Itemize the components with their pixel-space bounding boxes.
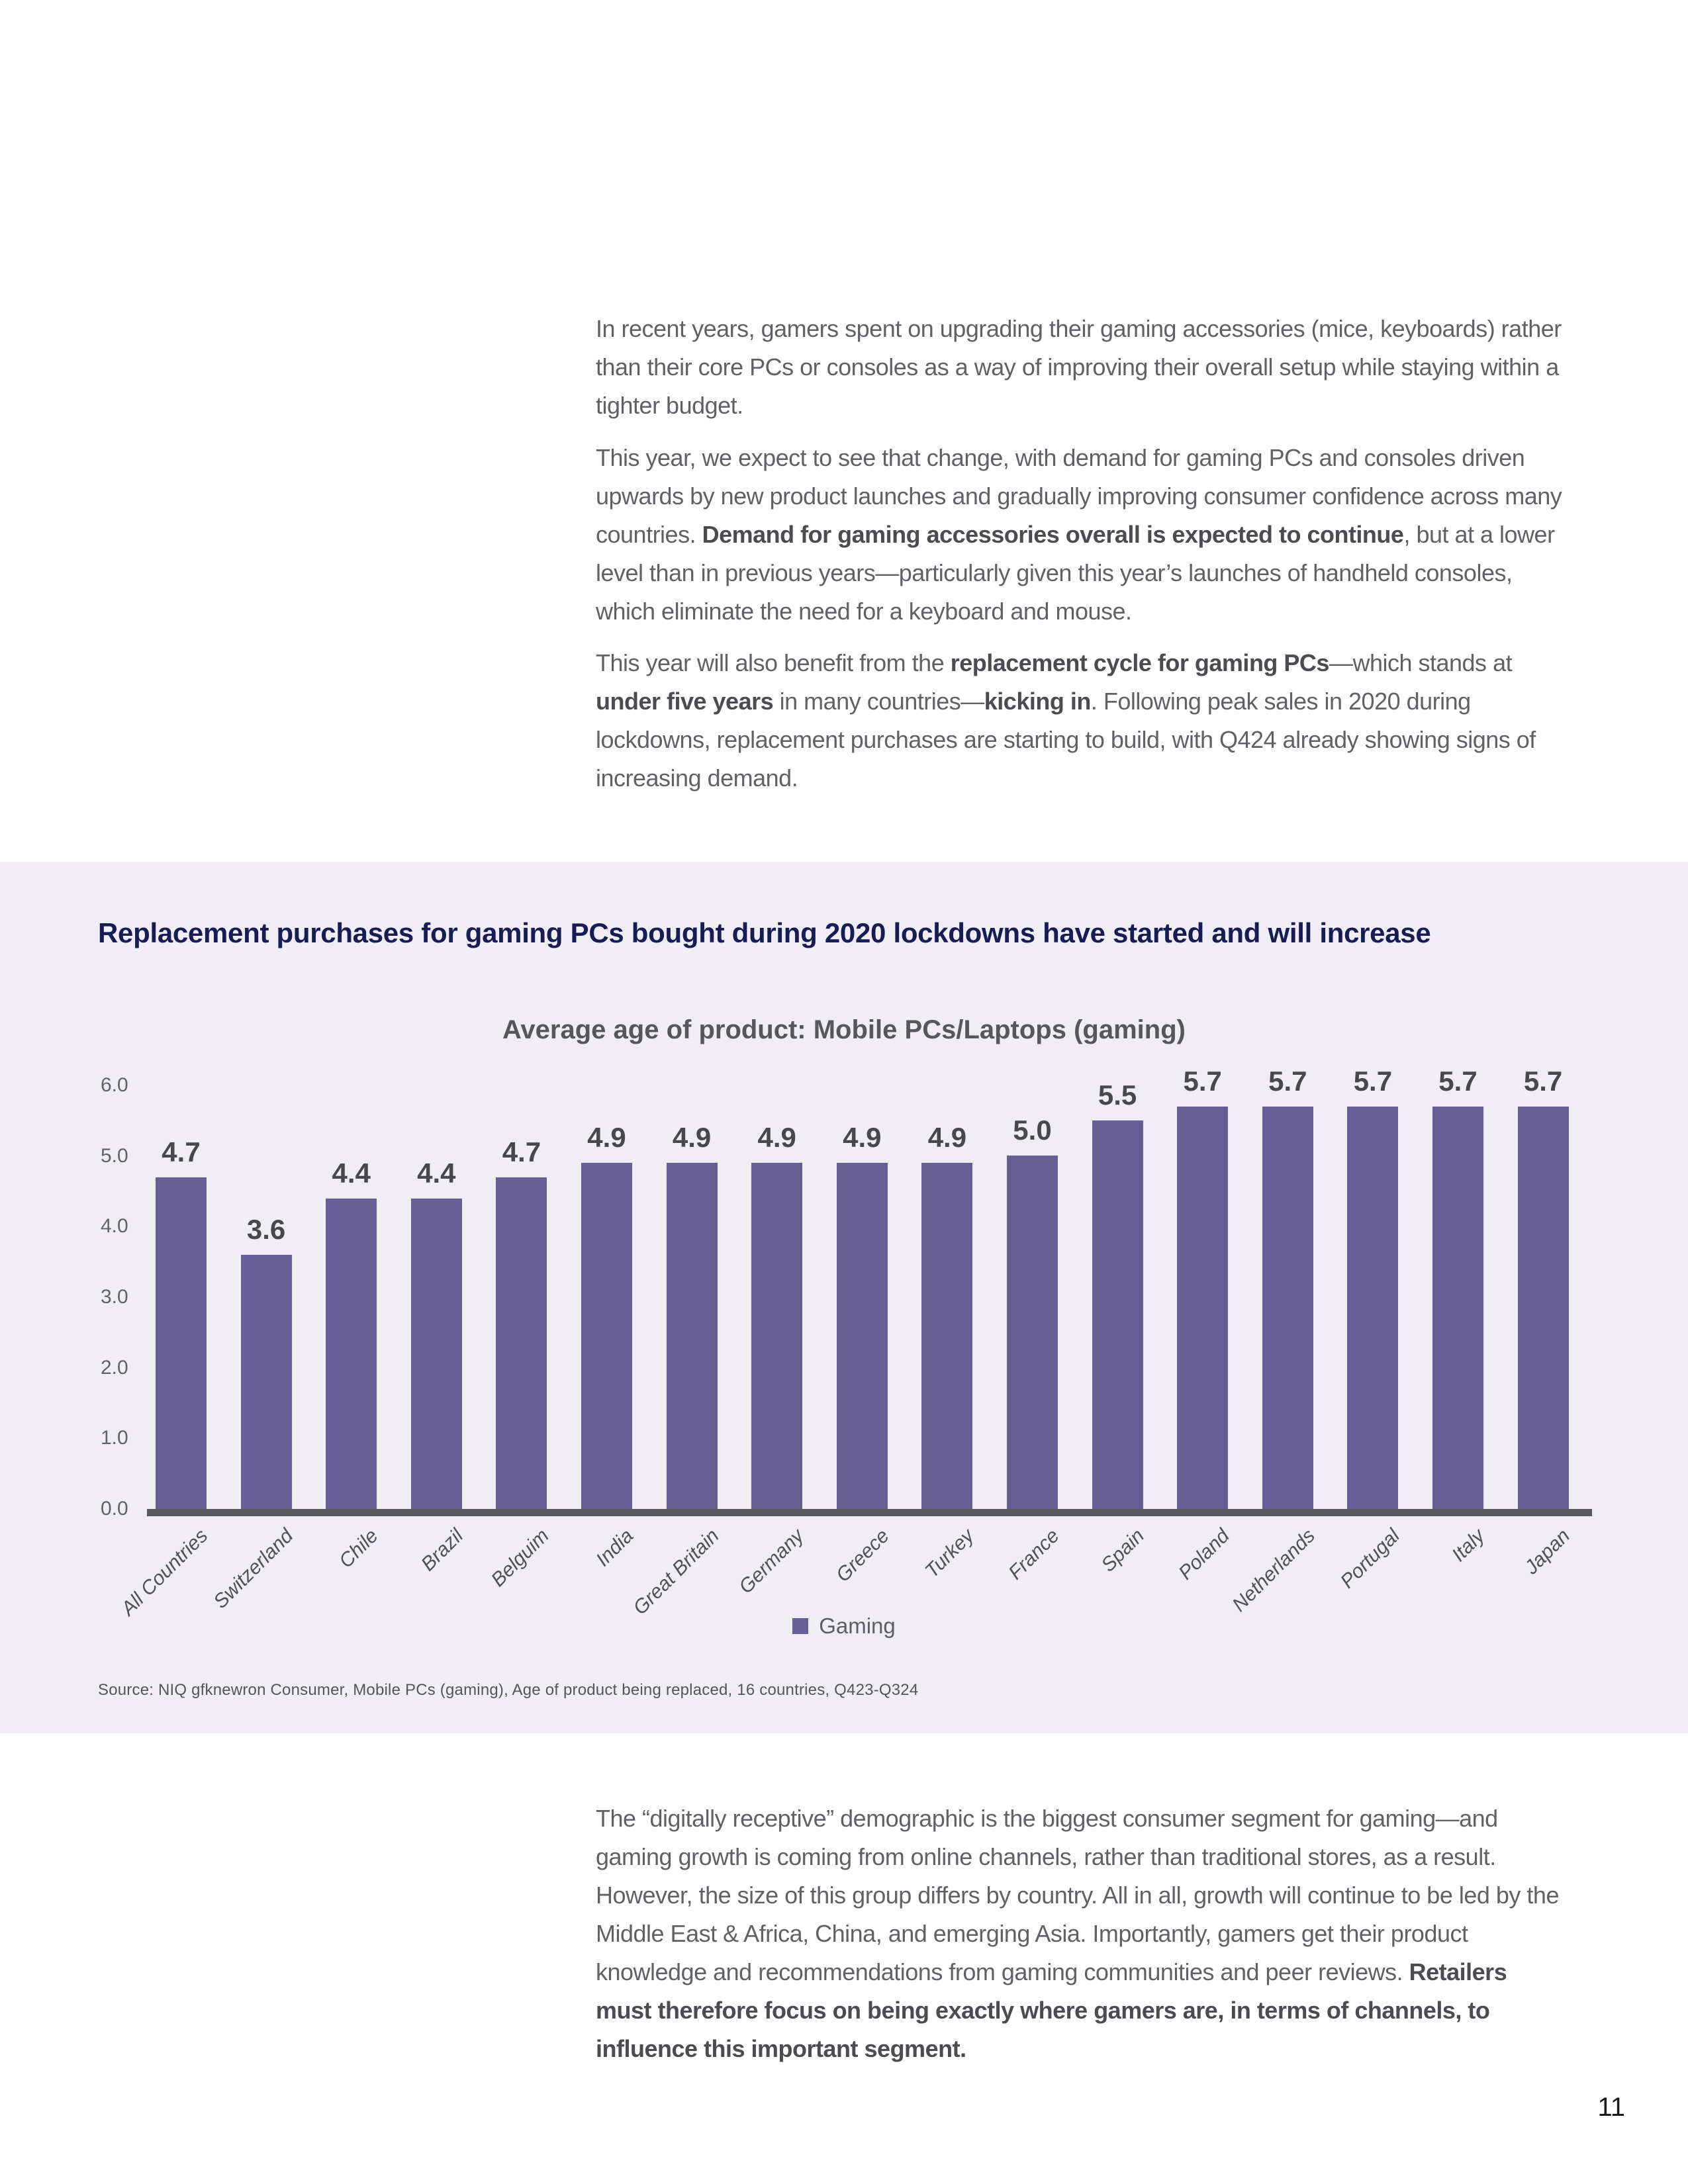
intro-paragraph-1 xyxy=(596,310,1562,425)
bar xyxy=(1262,1107,1313,1509)
intro-paragraph-3 xyxy=(596,644,1562,797)
bar xyxy=(1347,1107,1398,1509)
paragraph-text: , but at a lower level than in previous years—particularly given this year’s launches of handheld consoles, which eliminate the need for a keyboard and mouse. xyxy=(596,521,1555,625)
x-axis-category-label: All Countries xyxy=(117,1525,212,1620)
y-axis-tick-label: 6.0 xyxy=(101,1073,128,1096)
bar-value-label: 4.7 xyxy=(162,1136,201,1167)
paragraph-text: —which stands at xyxy=(1329,649,1513,676)
y-axis-tick-label: 5.0 xyxy=(101,1144,128,1167)
bar-value-label: 5.5 xyxy=(1098,1079,1137,1111)
bar xyxy=(581,1163,632,1509)
x-axis-category-label: Japan xyxy=(1521,1525,1575,1579)
bar xyxy=(1432,1107,1483,1509)
bar xyxy=(837,1163,888,1509)
bar-value-label: 5.7 xyxy=(1353,1066,1393,1097)
x-axis-category-label: Spain xyxy=(1097,1525,1149,1576)
bar-value-label: 4.9 xyxy=(927,1122,967,1153)
bar xyxy=(326,1199,377,1509)
intro-paragraph-2 xyxy=(596,439,1562,631)
section-heading: Replacement purchases for gaming PCs bought during 2020 lockdowns have started and will increase xyxy=(98,917,1431,948)
x-axis-category-label: Belguim xyxy=(487,1525,553,1591)
y-axis-tick-label: 3.0 xyxy=(101,1285,128,1308)
y-axis-tick-label: 0.0 xyxy=(101,1498,128,1520)
paragraph-bold-text: kicking in xyxy=(984,688,1091,715)
source-note: Source: NIQ gfknewron Consumer, Mobile PCs (gaming), Age of product being replaced, 16 countries, Q423-Q324 xyxy=(98,1681,919,1699)
gaming-legend-swatch-icon xyxy=(792,1618,808,1634)
paragraph-bold-text: Retailers must therefore focus on being exactly where gamers are, in terms of channels, to influence this important segment. xyxy=(596,1958,1507,2062)
x-axis-category-label: Turkey xyxy=(921,1525,979,1582)
paragraph-text: in many countries— xyxy=(773,688,984,715)
bar xyxy=(667,1163,718,1509)
bar-value-label: 4.9 xyxy=(587,1122,626,1153)
bar-value-label: 4.4 xyxy=(417,1158,456,1189)
x-axis-category-label: Switzerland xyxy=(209,1525,298,1613)
bar xyxy=(1177,1107,1228,1509)
bar xyxy=(496,1177,547,1509)
legend-label: Gaming xyxy=(819,1614,896,1638)
x-axis-category-label: Poland xyxy=(1174,1525,1235,1584)
paragraph-text: This year will also benefit from the xyxy=(596,649,951,676)
bar-value-label: 4.9 xyxy=(757,1122,796,1153)
page-number: 11 xyxy=(1597,2093,1625,2122)
x-axis-category-label: India xyxy=(592,1525,638,1571)
y-axis-tick-label: 1.0 xyxy=(101,1427,128,1449)
bar xyxy=(1007,1156,1058,1509)
bar xyxy=(1518,1107,1569,1509)
bar xyxy=(921,1163,972,1509)
paragraph-bold-text: under five years xyxy=(596,688,774,715)
x-axis-category-label: Greece xyxy=(831,1525,894,1586)
bar xyxy=(241,1255,292,1509)
bar xyxy=(156,1177,207,1509)
paragraph-text: . Following peak sales in 2020 during lockdowns, replacement purchases are starting to build, with Q424 already showing signs of increasing demand. xyxy=(596,688,1536,792)
chart-title: Average age of product: Mobile PCs/Laptops (gaming) xyxy=(502,1015,1186,1044)
x-axis-category-label: Chile xyxy=(335,1525,383,1572)
paragraph-bold-text: replacement cycle for gaming PCs xyxy=(950,649,1329,676)
x-axis-category-label: Great Britain xyxy=(629,1525,724,1619)
x-axis-category-label: Portugal xyxy=(1336,1525,1405,1593)
bar-value-label: 4.7 xyxy=(502,1136,541,1167)
y-axis-tick-label: 2.0 xyxy=(101,1356,128,1379)
chart-panel xyxy=(0,862,1688,1733)
bar-value-label: 5.7 xyxy=(1438,1066,1477,1097)
paragraph-text: This year, we expect to see that change, with demand for gaming PCs and consoles driven upwards by new product launches and gradually improving consumer confidence across many countries. xyxy=(596,444,1562,548)
bar-value-label: 4.9 xyxy=(843,1122,882,1153)
y-axis-tick-label: 4.0 xyxy=(101,1215,128,1238)
x-axis-line xyxy=(147,1509,1592,1516)
bar-value-label: 5.7 xyxy=(1523,1066,1563,1097)
closing-paragraph xyxy=(596,1799,1562,2068)
paragraph-text: In recent years, gamers spent on upgrading their gaming accessories (mice, keyboards) rather than their core PCs or consoles as a way of improving their overall setup while staying within a tighter budget. xyxy=(596,315,1562,419)
paragraph-text: The “digitally receptive” demographic is the biggest consumer segment for gaming—and gaming growth is coming from online channels, rather than traditional stores, as a result. However, the size of this group differs by country. All in all, growth will continue to be led by the Middle East & Africa, China, and emerging Asia. Importantly, gamers get their product knowledge and recommendations from gaming communities and peer reviews. xyxy=(596,1805,1559,1985)
bar-value-label: 4.4 xyxy=(332,1158,371,1189)
x-axis-category-label: Brazil xyxy=(417,1525,468,1576)
x-axis-category-label: Netherlands xyxy=(1227,1525,1319,1616)
x-axis-category-label: France xyxy=(1004,1525,1064,1584)
bar-value-label: 5.0 xyxy=(1013,1115,1052,1146)
bar xyxy=(411,1199,462,1509)
chart-legend xyxy=(0,1614,1688,1639)
bar-value-label: 5.7 xyxy=(1268,1066,1307,1097)
bar xyxy=(751,1163,802,1509)
bar-value-label: 5.7 xyxy=(1183,1066,1222,1097)
bar xyxy=(1092,1120,1143,1509)
paragraph-bold-text: Demand for gaming accessories overall is expected to continue xyxy=(702,521,1404,548)
bar-value-label: 3.6 xyxy=(246,1214,286,1245)
x-axis-category-label: Germany xyxy=(735,1525,809,1598)
bar-value-label: 4.9 xyxy=(672,1122,712,1153)
x-axis-category-label: Italy xyxy=(1448,1525,1489,1567)
